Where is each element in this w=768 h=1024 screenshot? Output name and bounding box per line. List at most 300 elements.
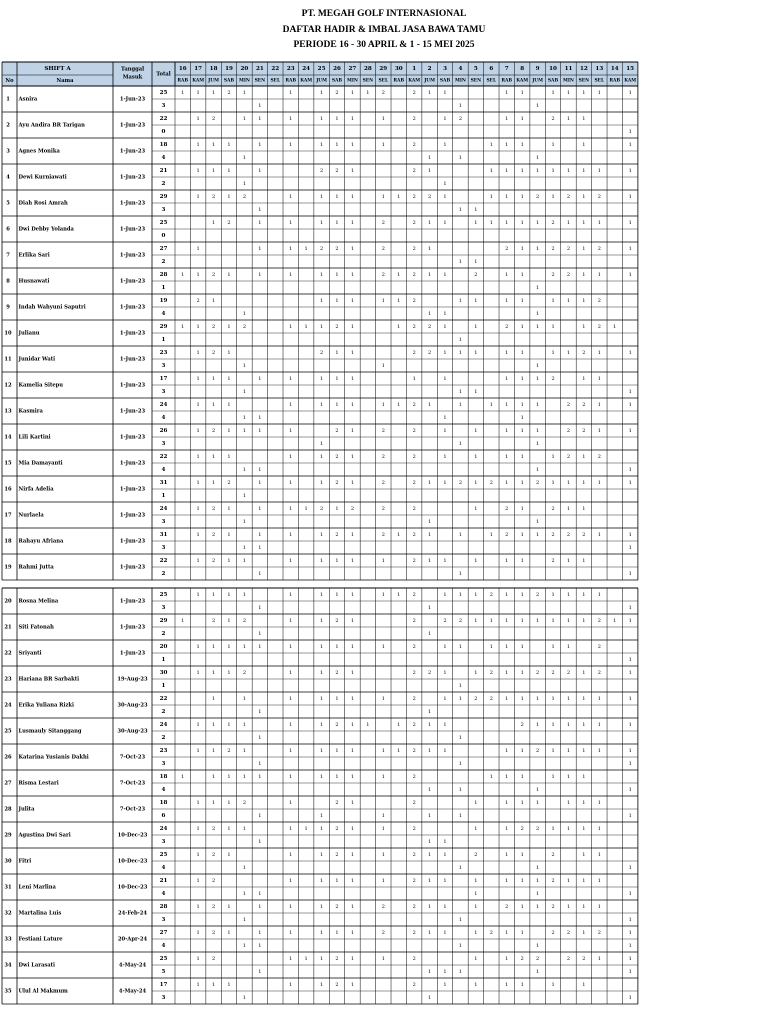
row-no: 33 <box>4 936 12 943</box>
attendance-mark: 1 <box>196 930 200 936</box>
attendance-mark: 1 <box>628 168 632 174</box>
attendance-mark: 1 <box>536 324 540 330</box>
attendance-mark: 2 <box>597 324 601 330</box>
row-no: 7 <box>6 252 10 259</box>
row-tanggal: 1-Jun-23 <box>119 278 146 285</box>
attendance-mark: 1 <box>505 350 509 356</box>
attendance-mark: 1 <box>443 272 447 278</box>
attendance-mark: 1 <box>505 592 509 598</box>
row-nama: Lili Kartini <box>18 434 51 441</box>
attendance-mark: 1 <box>397 592 401 598</box>
attendance-mark: 2 <box>458 480 463 486</box>
attendance-mark: 1 <box>227 904 231 910</box>
attendance-mark: 1 <box>428 904 432 910</box>
attendance-mark: 1 <box>443 350 447 356</box>
attendance-mark: 1 <box>505 618 509 624</box>
attendance-mark: 1 <box>489 168 493 174</box>
attendance-mark: 2 <box>412 454 416 460</box>
attendance-mark: 2 <box>520 826 524 832</box>
row-tanggal: 1-Jun-23 <box>119 650 146 657</box>
row-total-extra: 3 <box>161 545 166 551</box>
attendance-mark: 2 <box>211 904 216 910</box>
attendance-mark: 1 <box>520 402 524 408</box>
attendance-mark: 1 <box>443 480 447 486</box>
attendance-mark: 2 <box>443 618 447 624</box>
attendance-mark: 1 <box>258 207 262 213</box>
attendance-mark: 2 <box>335 532 339 538</box>
attendance-mark: 1 <box>350 142 355 148</box>
attendance-mark: 1 <box>505 956 509 962</box>
attendance-mark: 1 <box>289 644 293 650</box>
attendance-mark: 2 <box>505 506 509 512</box>
attendance-mark: 1 <box>597 748 601 754</box>
attendance-mark: 1 <box>381 748 385 754</box>
attendance-mark: 1 <box>227 930 231 936</box>
attendance-mark: 1 <box>489 220 493 226</box>
attendance-mark: 1 <box>258 272 262 278</box>
attendance-mark: 1 <box>335 220 339 226</box>
col-header-no: No <box>5 78 14 84</box>
attendance-mark: 1 <box>505 852 509 858</box>
attendance-mark: 1 <box>350 904 355 910</box>
attendance-mark: 1 <box>319 696 324 702</box>
attendance-mark: 1 <box>520 748 524 754</box>
attendance-mark: 1 <box>258 506 262 512</box>
attendance-mark: 1 <box>597 826 601 832</box>
attendance-mark: 2 <box>335 904 339 910</box>
row-tanggal: 24-Feb-24 <box>117 910 148 917</box>
attendance-mark: 2 <box>505 532 509 538</box>
attendance-mark: 1 <box>242 865 247 871</box>
attendance-mark: 1 <box>489 402 493 408</box>
day-header: KAM <box>624 78 637 84</box>
attendance-mark: 1 <box>319 644 324 650</box>
attendance-mark: 1 <box>397 532 401 538</box>
attendance-mark: 1 <box>242 181 247 187</box>
col-header-tanggal: Tanggal <box>120 66 145 73</box>
row-tanggal: 4-May-24 <box>118 988 147 995</box>
attendance-mark: 1 <box>536 402 540 408</box>
attendance-mark: 2 <box>520 722 524 728</box>
attendance-mark: 1 <box>628 696 632 702</box>
attendance-mark: 1 <box>520 142 524 148</box>
row-no: 28 <box>4 806 12 813</box>
attendance-mark: 1 <box>458 969 463 975</box>
row-total-extra: 2 <box>161 181 166 187</box>
attendance-mark: 1 <box>520 852 524 858</box>
row-nama: Rahayu Afriana <box>18 538 64 545</box>
row-tanggal: 1-Jun-23 <box>119 460 146 467</box>
attendance-mark: 1 <box>319 376 324 382</box>
attendance-mark: 1 <box>566 722 571 728</box>
attendance-mark: 1 <box>613 618 617 624</box>
row-tanggal: 1-Jun-23 <box>119 200 146 207</box>
attendance-mark: 2 <box>412 220 416 226</box>
attendance-mark: 2 <box>566 532 571 538</box>
attendance-mark: 1 <box>536 285 540 291</box>
attendance-mark: 1 <box>428 155 432 161</box>
attendance-mark: 1 <box>582 480 586 486</box>
attendance-mark: 1 <box>211 220 216 226</box>
attendance-mark: 1 <box>366 90 370 96</box>
attendance-mark: 2 <box>412 272 416 278</box>
attendance-mark: 1 <box>335 592 339 598</box>
attendance-mark: 1 <box>227 324 231 330</box>
attendance-mark: 1 <box>489 618 493 624</box>
attendance-mark: 1 <box>319 454 324 460</box>
row-total-extra: 4 <box>161 467 166 473</box>
date-header: 2 <box>427 66 432 72</box>
attendance-mark: 1 <box>289 480 293 486</box>
row-total-main: 27 <box>159 246 168 252</box>
attendance-mark: 1 <box>242 467 247 473</box>
attendance-mark: 1 <box>196 324 200 330</box>
date-header: 28 <box>363 66 372 72</box>
attendance-mark: 1 <box>443 142 447 148</box>
attendance-mark: 1 <box>258 246 262 252</box>
attendance-mark: 1 <box>428 722 432 728</box>
row-total-extra: 3 <box>161 389 166 395</box>
row-tanggal: 1-Jun-23 <box>119 382 146 389</box>
attendance-mark: 1 <box>458 813 463 819</box>
attendance-mark: 1 <box>582 722 586 728</box>
attendance-mark: 1 <box>428 748 432 754</box>
company-title: PT. MEGAH GOLF INTERNASIONAL <box>301 9 467 19</box>
attendance-mark: 1 <box>227 376 231 382</box>
attendance-mark: 1 <box>196 670 200 676</box>
attendance-mark: 1 <box>211 982 216 988</box>
attendance-mark: 2 <box>211 878 216 884</box>
attendance-mark: 1 <box>211 376 216 382</box>
row-tanggal: 10-Dec-23 <box>117 858 148 865</box>
attendance-mark: 1 <box>319 480 324 486</box>
attendance-mark: 1 <box>381 558 385 564</box>
attendance-mark: 1 <box>242 415 247 421</box>
attendance-mark: 1 <box>350 454 355 460</box>
attendance-mark: 1 <box>196 246 200 252</box>
row-no: 23 <box>4 676 12 683</box>
attendance-mark: 1 <box>211 402 216 408</box>
attendance-mark: 1 <box>582 272 586 278</box>
attendance-mark: 1 <box>566 220 571 226</box>
attendance-mark: 1 <box>381 363 385 369</box>
attendance-mark: 1 <box>181 774 185 780</box>
attendance-mark: 2 <box>211 428 216 434</box>
attendance-mark: 1 <box>474 982 478 988</box>
row-tanggal: 19-Aug-23 <box>117 676 148 683</box>
attendance-mark: 1 <box>520 90 524 96</box>
row-total-main: 31 <box>159 532 168 538</box>
row-total-main: 20 <box>159 644 168 650</box>
attendance-mark: 1 <box>505 826 509 832</box>
attendance-mark: 1 <box>335 696 339 702</box>
row-no: 3 <box>6 148 10 155</box>
day-header: SEN <box>254 78 266 84</box>
attendance-mark: 1 <box>628 571 632 577</box>
row-no: 34 <box>4 962 12 969</box>
row-total-extra: 4 <box>161 891 166 897</box>
day-header: RAB <box>609 78 621 84</box>
attendance-mark: 1 <box>551 298 555 304</box>
attendance-mark: 1 <box>443 852 447 858</box>
attendance-mark: 2 <box>412 506 416 512</box>
attendance-mark: 1 <box>242 363 247 369</box>
day-header: KAM <box>300 78 313 84</box>
attendance-mark: 1 <box>597 376 601 382</box>
attendance-mark: 1 <box>458 865 463 871</box>
col-header-nama: Nama <box>56 78 74 84</box>
row-total-main: 29 <box>159 194 168 200</box>
attendance-mark: 1 <box>520 592 524 598</box>
row-total-main: 27 <box>159 930 168 936</box>
day-header: SEN <box>578 78 590 84</box>
row-tanggal: 1-Jun-23 <box>119 512 146 519</box>
attendance-mark: 1 <box>196 194 200 200</box>
attendance-mark: 2 <box>335 454 339 460</box>
attendance-mark: 1 <box>319 904 324 910</box>
row-no: 22 <box>4 650 12 657</box>
attendance-mark: 2 <box>551 904 555 910</box>
attendance-mark: 1 <box>242 774 247 780</box>
attendance-mark: 1 <box>335 748 339 754</box>
attendance-mark: 1 <box>458 592 463 598</box>
attendance-mark: 2 <box>536 748 540 754</box>
attendance-mark: 1 <box>551 618 555 624</box>
attendance-mark: 1 <box>319 774 324 780</box>
attendance-mark: 1 <box>582 852 586 858</box>
row-total-extra: 3 <box>161 761 166 767</box>
attendance-mark: 1 <box>582 748 586 754</box>
row-total-extra: 2 <box>161 571 166 577</box>
attendance-mark: 1 <box>350 618 355 624</box>
attendance-mark: 1 <box>628 865 632 871</box>
attendance-mark: 1 <box>443 116 447 122</box>
attendance-mark: 1 <box>566 350 571 356</box>
attendance-mark: 1 <box>350 324 355 330</box>
attendance-mark: 1 <box>536 441 540 447</box>
row-nama: Sriyanti <box>18 650 42 657</box>
attendance-mark: 1 <box>350 696 355 702</box>
attendance-mark: 1 <box>319 142 324 148</box>
attendance-mark: 1 <box>551 90 555 96</box>
attendance-mark: 1 <box>335 878 339 884</box>
row-total-main: 18 <box>159 142 168 148</box>
row-total-main: 23 <box>159 748 168 754</box>
attendance-mark: 2 <box>551 558 555 564</box>
attendance-mark: 1 <box>458 787 463 793</box>
attendance-mark: 1 <box>211 168 216 174</box>
row-no: 19 <box>4 564 12 571</box>
attendance-mark: 1 <box>227 722 231 728</box>
row-tanggal: 1-Jun-23 <box>119 564 146 571</box>
row-total-extra: 3 <box>161 103 166 109</box>
row-total-extra: 3 <box>161 441 166 447</box>
attendance-mark: 1 <box>566 90 571 96</box>
row-total-main: 22 <box>159 116 168 122</box>
attendance-mark: 1 <box>381 592 385 598</box>
attendance-mark: 1 <box>458 207 463 213</box>
attendance-mark: 1 <box>350 956 355 962</box>
row-nama: Festiani Lature <box>18 936 63 943</box>
row-tanggal: 7-Oct-23 <box>119 754 146 761</box>
attendance-mark: 1 <box>566 696 571 702</box>
attendance-mark: 1 <box>520 618 524 624</box>
attendance-mark: 1 <box>566 506 571 512</box>
attendance-mark: 1 <box>536 969 540 975</box>
attendance-mark: 1 <box>350 402 355 408</box>
row-nama: Diah Rosi Amrah <box>18 200 68 207</box>
row-no: 18 <box>4 538 12 545</box>
row-tanggal: 1-Jun-23 <box>119 434 146 441</box>
attendance-mark: 2 <box>536 956 540 962</box>
attendance-mark: 2 <box>412 558 416 564</box>
attendance-mark: 1 <box>428 852 432 858</box>
attendance-mark: 2 <box>319 246 324 252</box>
row-total-main: 25 <box>159 956 168 962</box>
row-tanggal: 1-Jun-23 <box>119 486 146 493</box>
attendance-mark: 1 <box>536 618 540 624</box>
attendance-mark: 2 <box>381 904 385 910</box>
row-tanggal: 1-Jun-23 <box>119 174 146 181</box>
row-no: 17 <box>4 512 12 519</box>
attendance-mark: 2 <box>412 852 416 858</box>
attendance-mark: 1 <box>520 696 524 702</box>
attendance-mark: 1 <box>597 696 601 702</box>
attendance-mark: 1 <box>566 904 571 910</box>
attendance-mark: 1 <box>242 748 247 754</box>
attendance-mark: 1 <box>597 428 601 434</box>
attendance-mark: 1 <box>505 428 509 434</box>
day-header: RAB <box>501 78 513 84</box>
attendance-mark: 1 <box>474 207 478 213</box>
attendance-mark: 1 <box>319 272 324 278</box>
attendance-mark: 1 <box>258 644 262 650</box>
day-header: MIN <box>562 78 574 84</box>
attendance-mark: 1 <box>458 441 463 447</box>
attendance-mark: 1 <box>227 350 231 356</box>
attendance-mark: 1 <box>258 103 262 109</box>
attendance-mark: 1 <box>536 722 540 728</box>
attendance-mark: 1 <box>566 116 571 122</box>
attendance-mark: 1 <box>628 480 632 486</box>
attendance-mark: 2 <box>412 298 416 304</box>
row-tanggal: 1-Jun-23 <box>119 408 146 415</box>
attendance-mark: 1 <box>536 696 540 702</box>
row-total-main: 18 <box>159 800 168 806</box>
attendance-mark: 1 <box>520 774 524 780</box>
attendance-mark: 1 <box>211 722 216 728</box>
attendance-mark: 1 <box>319 748 324 754</box>
attendance-mark: 1 <box>520 904 524 910</box>
row-tanggal: 1-Jun-23 <box>119 96 146 103</box>
row-nama: Agnes Monika <box>18 148 60 155</box>
attendance-mark: 1 <box>443 670 447 676</box>
attendance-mark: 1 <box>628 943 632 949</box>
attendance-mark: 1 <box>289 592 293 598</box>
attendance-mark: 2 <box>211 956 216 962</box>
attendance-mark: 1 <box>443 324 447 330</box>
row-nama: Junidar Wati <box>18 356 56 363</box>
row-no: 30 <box>4 858 12 865</box>
attendance-mark: 1 <box>443 878 447 884</box>
attendance-mark: 2 <box>489 696 493 702</box>
attendance-mark: 2 <box>412 748 416 754</box>
attendance-mark: 1 <box>196 428 200 434</box>
attendance-mark: 1 <box>381 774 385 780</box>
attendance-mark: 1 <box>520 454 524 460</box>
attendance-mark: 1 <box>397 402 401 408</box>
attendance-mark: 2 <box>227 220 231 226</box>
attendance-mark: 1 <box>227 532 231 538</box>
attendance-mark: 1 <box>536 800 540 806</box>
attendance-mark: 1 <box>443 428 447 434</box>
row-total-extra: 0 <box>161 233 166 239</box>
attendance-mark: 1 <box>289 272 293 278</box>
attendance-mark: 1 <box>196 800 200 806</box>
attendance-mark: 1 <box>505 116 509 122</box>
attendance-mark: 1 <box>597 532 601 538</box>
attendance-mark: 1 <box>319 558 324 564</box>
attendance-mark: 1 <box>319 592 324 598</box>
attendance-mark: 2 <box>227 480 231 486</box>
attendance-mark: 1 <box>196 904 200 910</box>
attendance-mark: 1 <box>196 644 200 650</box>
attendance-mark: 1 <box>289 532 293 538</box>
attendance-mark: 2 <box>458 618 463 624</box>
attendance-mark: 1 <box>258 605 262 611</box>
row-nama: Nurlaela <box>18 512 44 519</box>
attendance-mark: 1 <box>196 402 200 408</box>
row-total-extra: 3 <box>161 519 166 525</box>
attendance-mark: 1 <box>551 592 555 598</box>
attendance-mark: 1 <box>520 415 524 421</box>
day-header: SEL <box>594 78 605 84</box>
attendance-mark: 1 <box>289 558 293 564</box>
day-header: SAB <box>331 78 343 84</box>
attendance-mark: 2 <box>536 480 540 486</box>
attendance-mark: 1 <box>628 930 632 936</box>
attendance-mark: 1 <box>335 350 339 356</box>
attendance-mark: 1 <box>566 748 571 754</box>
attendance-mark: 1 <box>428 402 432 408</box>
row-tanggal: 1-Jun-23 <box>119 252 146 259</box>
attendance-mark: 1 <box>381 696 385 702</box>
attendance-mark: 1 <box>520 116 524 122</box>
attendance-mark: 1 <box>505 142 509 148</box>
attendance-mark: 1 <box>628 142 632 148</box>
row-no: 6 <box>6 226 10 233</box>
row-tanggal: 7-Oct-23 <box>119 806 146 813</box>
attendance-mark: 1 <box>520 558 524 564</box>
attendance-mark: 1 <box>319 826 324 832</box>
day-header: JUM <box>208 78 219 84</box>
attendance-mark: 2 <box>412 532 416 538</box>
attendance-mark: 1 <box>628 402 632 408</box>
row-total-extra: 2 <box>161 709 166 715</box>
attendance-mark: 1 <box>443 194 447 200</box>
date-header: 30 <box>394 66 403 72</box>
attendance-mark: 1 <box>505 930 509 936</box>
date-header: 17 <box>194 66 203 72</box>
attendance-mark: 2 <box>412 644 416 650</box>
attendance-mark: 1 <box>350 670 355 676</box>
attendance-mark: 1 <box>350 168 355 174</box>
attendance-mark: 2 <box>335 800 339 806</box>
attendance-mark: 1 <box>227 428 231 434</box>
attendance-mark: 1 <box>628 428 632 434</box>
day-header: SEL <box>270 78 281 84</box>
attendance-mark: 1 <box>242 311 247 317</box>
